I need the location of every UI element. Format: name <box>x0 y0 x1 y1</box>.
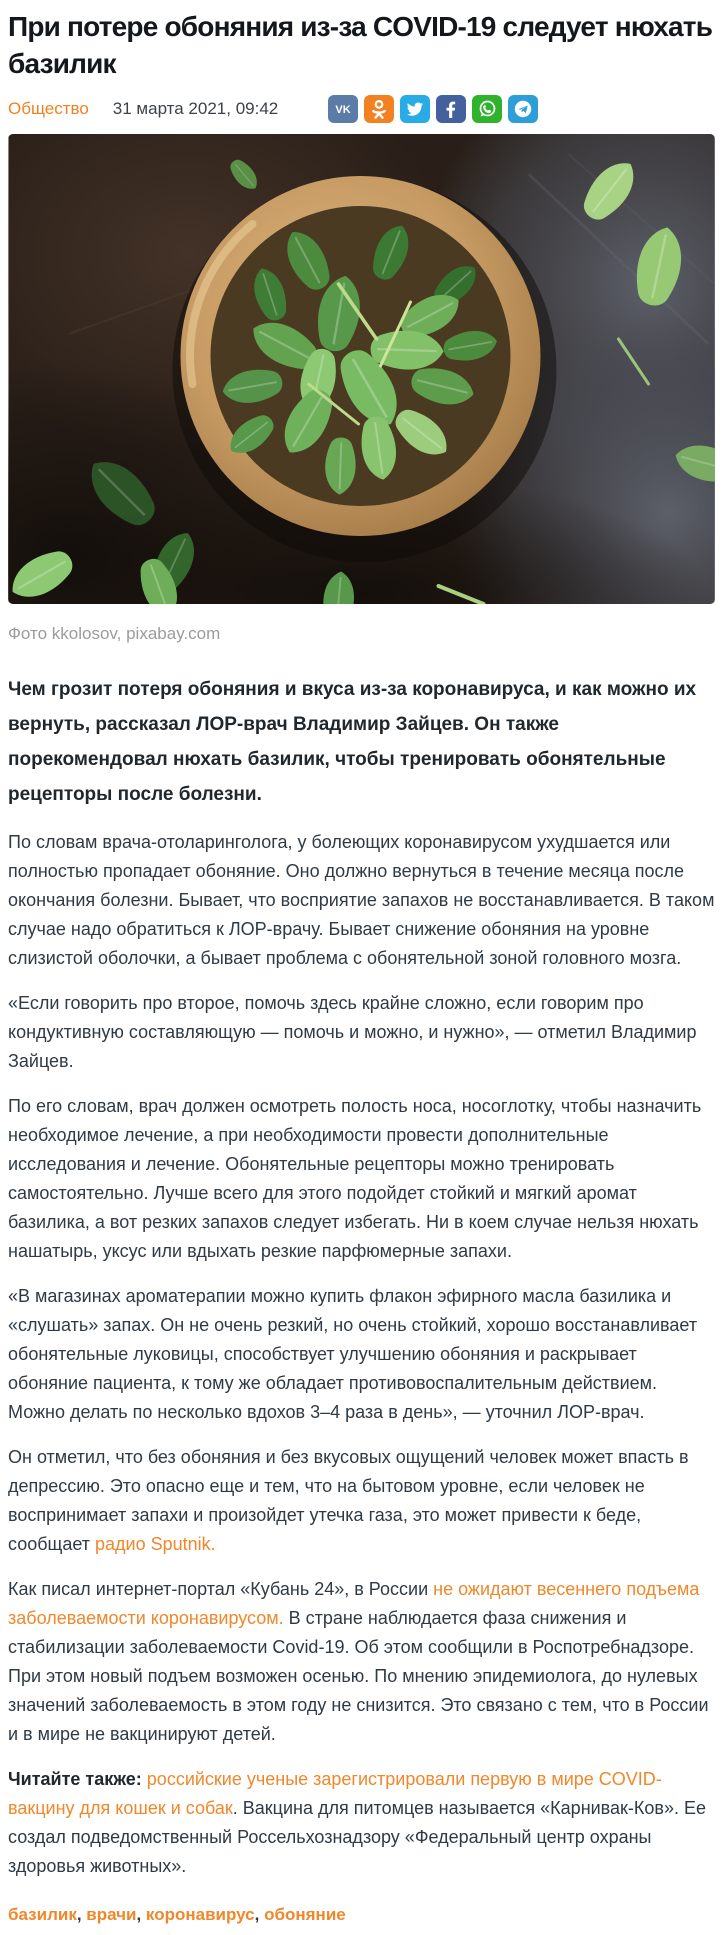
basil-bowl-photo <box>8 134 715 604</box>
paragraph-2 <box>8 989 715 1076</box>
share-odnoklassniki-button[interactable] <box>364 95 394 123</box>
tags-row <box>8 1905 715 1935</box>
tag-link[interactable]: врачи <box>86 1905 137 1924</box>
odnoklassniki-icon <box>368 98 390 120</box>
svg-text:VK: VK <box>335 104 351 116</box>
share-twitter-button[interactable] <box>400 95 430 123</box>
share-facebook-button[interactable] <box>436 95 466 123</box>
whatsapp-icon <box>476 98 498 120</box>
share-buttons <box>328 95 538 123</box>
text-run: . Вакцина для питомцев называется «Карнивак-Ков». Ее создал подведомственный Россельхознадзору «Федеральный центр охраны здоровья животных». <box>8 1798 707 1876</box>
text-run: В стране наблюдается фаза снижения и стабилизации заболеваемости Covid-19. Об этом сообщили в Роспотребнадзоре. При этом новый подъем возможен осенью. По мнению эпидемиолога, до нулевых значений заболеваемость в этом году не снизится. Это связано с тем, что в России и в мире не вакцинируют детей. <box>8 1608 709 1744</box>
vk-icon <box>332 98 354 120</box>
inline-link[interactable]: не ожидают весеннего подъема заболеваемости коронавирусом. <box>8 1579 700 1628</box>
text-run: «Если говорить про второе, помочь здесь крайне сложно, если говорим про кондуктивную составляющую — помочь и можно, и нужно», — отметил Владимир Зайцев. <box>8 993 697 1071</box>
text-run: Он отметил, что без обоняния и без вкусовых ощущений человек может впасть в депрессию. Это опасно еще и тем, что на бытовом уровне, если человек не воспринимает запахи и произойдет утечка газа, это может привести к беде, сообщает <box>8 1447 689 1554</box>
tag-link[interactable]: коронавирус <box>145 1905 255 1924</box>
text-run: Как писал интернет-портал «Кубань 24», в России <box>8 1579 434 1599</box>
share-whatsapp-button[interactable] <box>472 95 502 123</box>
article-page <box>0 8 723 1935</box>
meta-row <box>8 94 715 124</box>
tag-separator: , <box>254 1905 265 1924</box>
telegram-icon <box>512 98 534 120</box>
inline-link[interactable]: радио Sputnik. <box>95 1534 216 1554</box>
paragraph-6 <box>8 1575 715 1749</box>
page-title: При потере обоняния из-за COVID-19 следует нюхать базилик <box>8 11 713 79</box>
inline-link[interactable]: российские ученые зарегистрировали первую в мире COVID-вакцину для кошек и собак <box>8 1769 662 1818</box>
text-run: «В магазинах ароматерапии можно купить флакон эфирного масла базилика и «слушать» запах. Он не очень резкий, но очень стойкий, хорошо восстанавливает обонятельные луковицы, способствует улучшению обоняния и раскрывает обоняние пациента, к тому же обладает противовоспалительным действием. Можно делать по несколько вдохов 3–4 раза в день», — уточнил ЛОР-врач. <box>8 1286 698 1422</box>
paragraph-3 <box>8 1092 715 1266</box>
text-run: По его словам, врач должен осмотреть полость носа, носоглотку, чтобы назначить необходимое лечение, а при необходимости провести дополнительные исследования и лечение. Обонятельные рецепторы можно тренировать самостоятельно. Лучше всего для этого подойдет стойкий и мягкий аромат базилика, а вот резких запахов следует избегать. Ни в коем случае нельзя нюхать нашатырь, уксус или вдыхать резкие парфюмерные запахи. <box>8 1096 702 1261</box>
facebook-icon <box>440 98 462 120</box>
paragraph-4 <box>8 1282 715 1427</box>
tag-separator: , <box>76 1905 87 1924</box>
share-vk-button[interactable] <box>328 95 358 123</box>
tag-link[interactable]: базилик <box>8 1905 77 1924</box>
paragraph-7 <box>8 1765 715 1881</box>
article-image <box>8 134 715 604</box>
text-run: По словам врача-отоларинголога, у болеющих коронавирусом ухудшается или полностью пропадает обоняние. Оно должно вернуться в течение месяца после окончания болезни. Бывает, что восприятие запахов не восстанавливается. В таком случае надо обратиться к ЛОР-врачу. Бывает снижение обоняния на уровне слизистой оболочки, а бывает проблема с обонятельной зоной головного мозга. <box>8 832 715 968</box>
tag-link[interactable]: обоняние <box>264 1905 346 1924</box>
paragraph-1 <box>8 828 715 973</box>
text-run: Читайте также: <box>8 1769 147 1789</box>
lead-paragraph: Чем грозит потеря обоняния и вкуса из-за коронавируса, и как можно их вернуть, рассказал ЛОР-врач Владимир Зайцев. Он также порекомендовал нюхать базилик, чтобы тренировать обонятельные рецепторы после болезни. <box>8 679 697 805</box>
share-telegram-button[interactable] <box>508 95 538 123</box>
publish-date: 31 марта 2021, 09:42 <box>112 99 279 118</box>
twitter-icon <box>404 98 426 120</box>
paragraph-5 <box>8 1443 715 1559</box>
photo-credit: Фото kkolosov, pixabay.com <box>8 624 221 643</box>
category-link[interactable]: Общество <box>8 99 89 118</box>
tag-separator: , <box>136 1905 146 1924</box>
